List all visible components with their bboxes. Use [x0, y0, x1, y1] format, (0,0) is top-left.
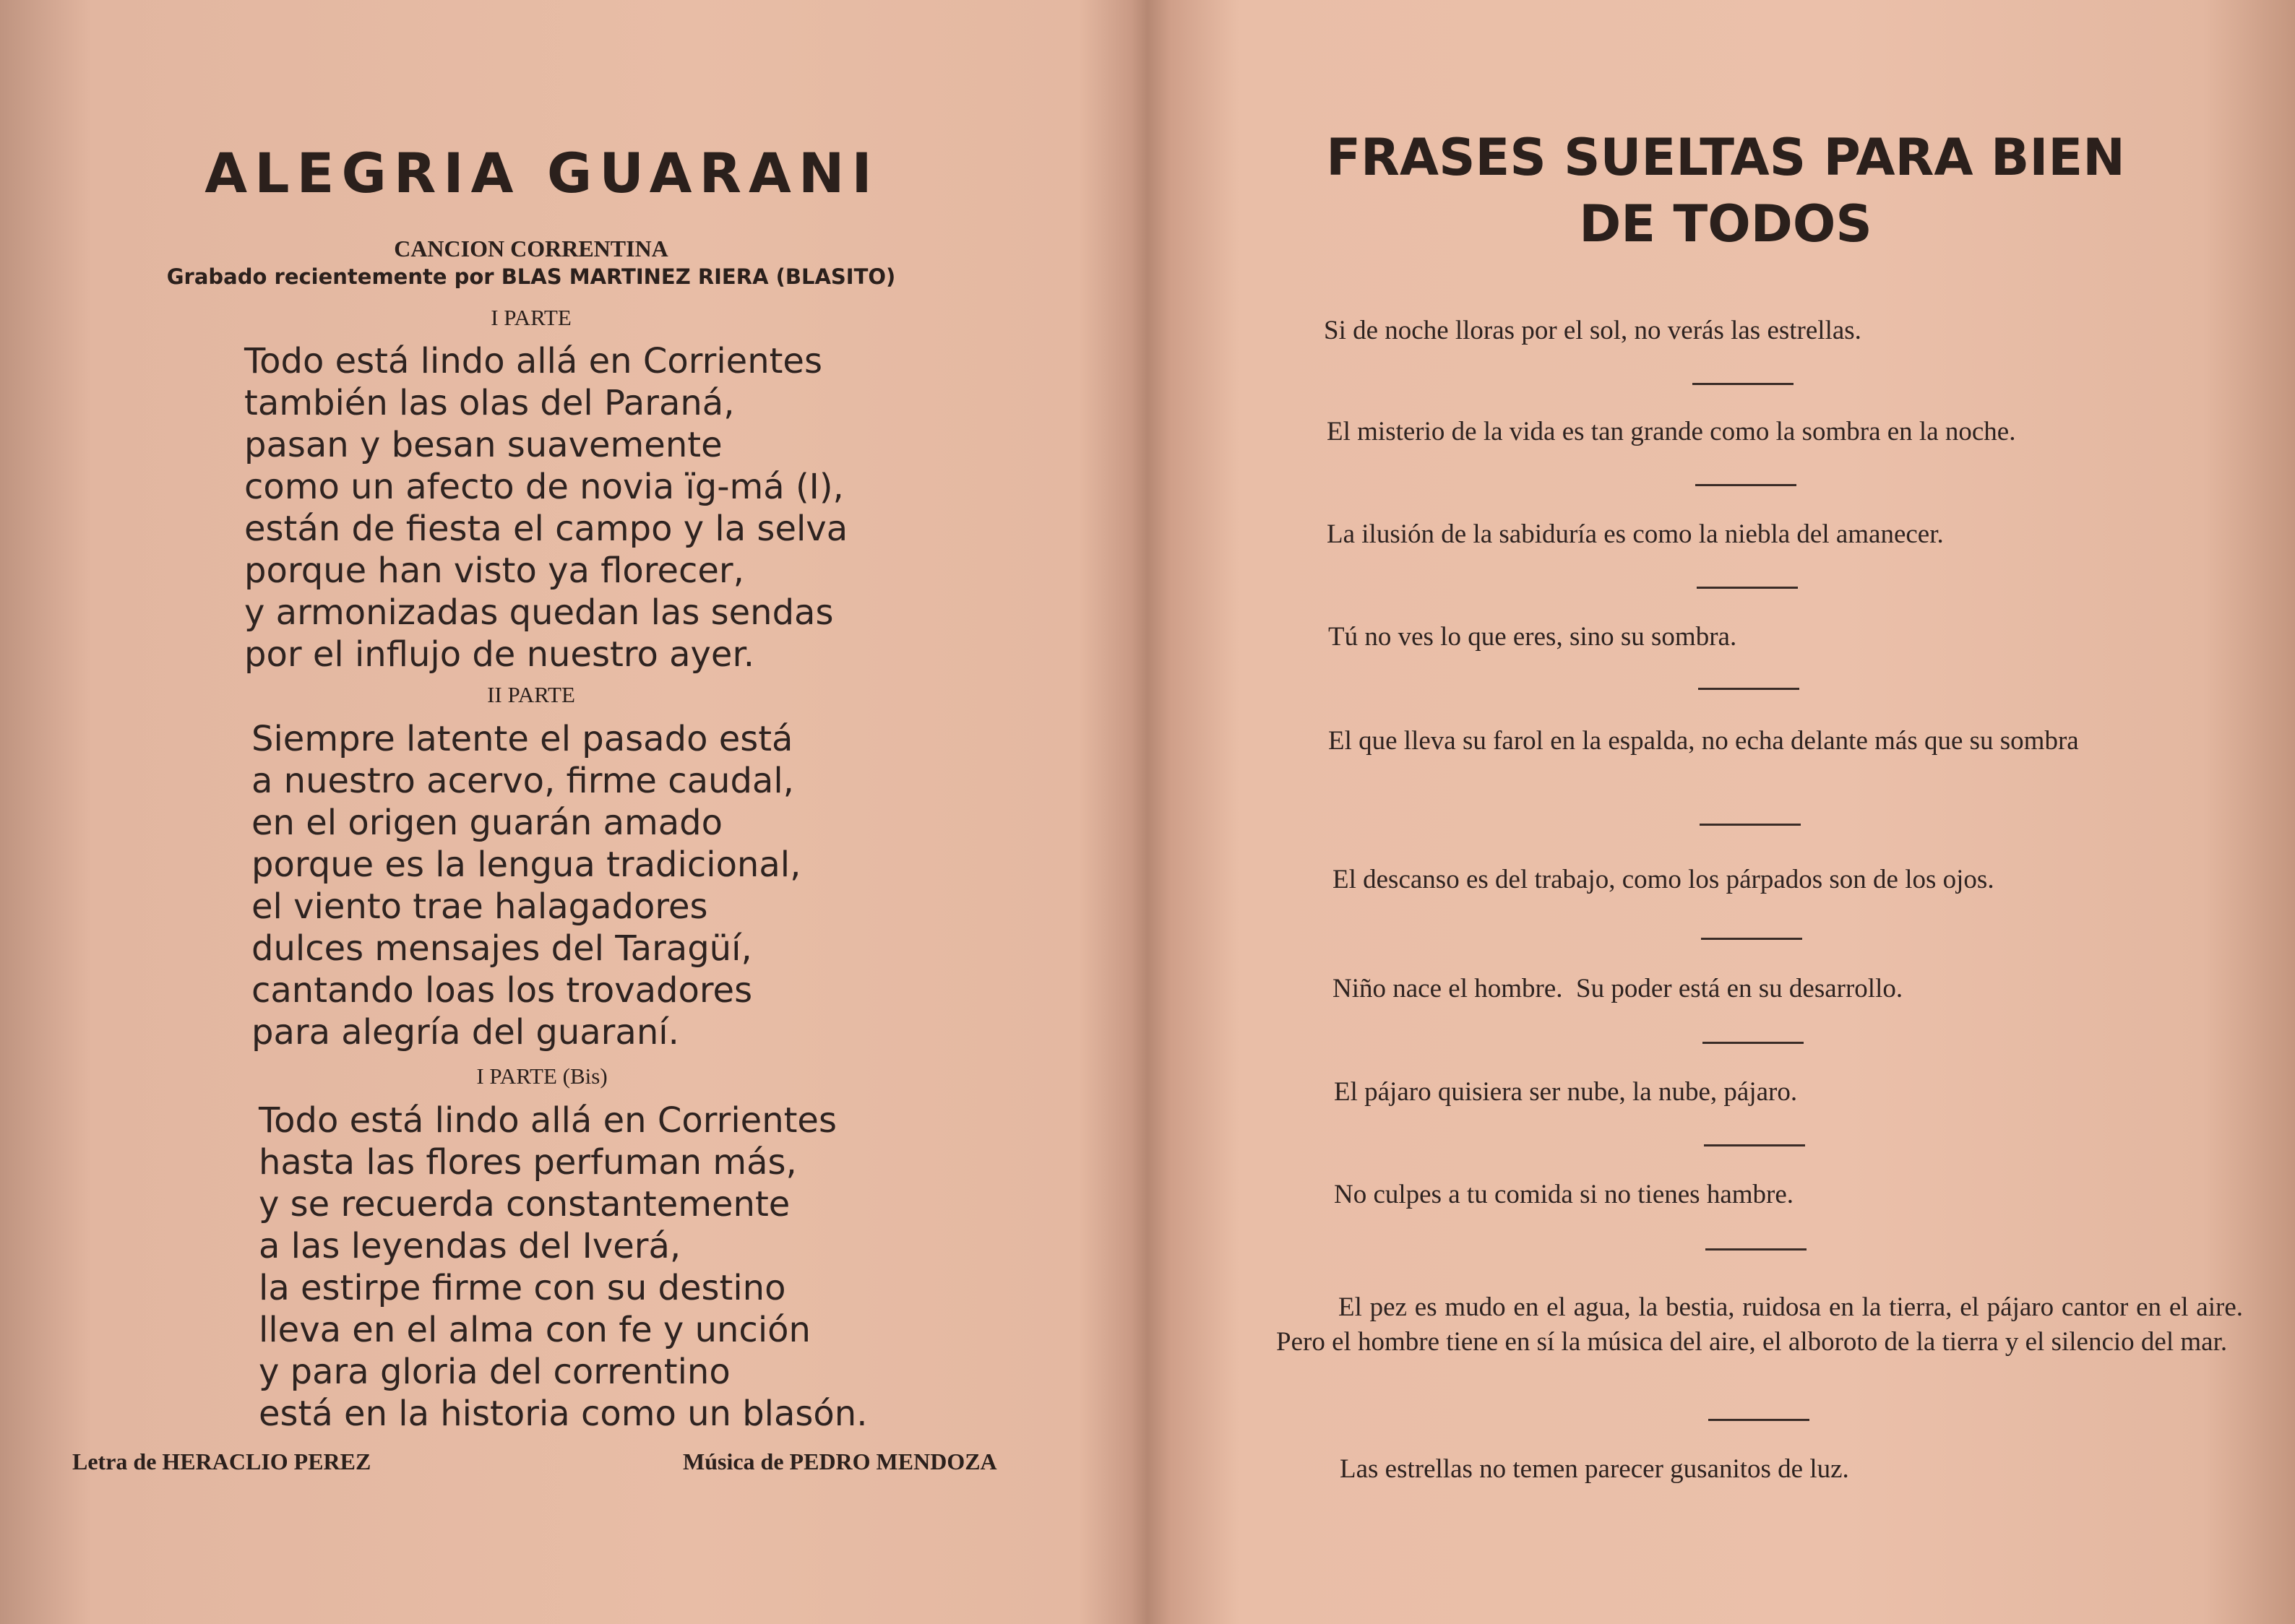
part-heading-3: I PARTE (Bis)	[476, 1063, 608, 1089]
recording-note: Grabado recientemente por BLAS MARTINEZ RIERA (BLASITO)	[166, 264, 896, 289]
lyric-line: y se recuerda constantemente	[259, 1184, 791, 1225]
lyric-line: están de fiesta el campo y la selva	[244, 509, 848, 549]
part-heading-1: I PARTE	[491, 305, 572, 330]
lyric-line: lleva en el alma con fe y unción	[259, 1310, 811, 1350]
lyric-line: hasta las flores perfuman más,	[259, 1142, 797, 1183]
phrase-5: El que lleva su farol en la espalda, no echa delante más que su sombra	[1328, 726, 2079, 756]
separator-rule	[1702, 1042, 1804, 1044]
phrase-3: La ilusión de la sabiduría es como la niebla del amanecer.	[1327, 519, 1944, 549]
stanza-2	[251, 718, 801, 1053]
page-title-line-1: FRASES SUELTAS PARA BIEN	[1326, 128, 2125, 187]
phrase-7: Niño nace el hombre. Su poder está en su desarrollo.	[1332, 974, 1903, 1003]
lyric-line: a nuestro acervo, firme caudal,	[251, 761, 794, 801]
separator-rule	[1698, 688, 1799, 690]
separator-rule	[1692, 383, 1794, 385]
separator-rule	[1701, 938, 1802, 940]
separator-rule	[1700, 824, 1801, 826]
lyric-line: pasan y besan suavemente	[244, 425, 723, 465]
lyric-line: porque es la lengua tradicional,	[251, 845, 801, 885]
phrase-1: Si de noche lloras por el sol, no verás las estrellas.	[1324, 316, 1861, 345]
phrase-8: El pájaro quisiera ser nube, la nube, pájaro.	[1334, 1077, 1798, 1107]
left-page	[0, 0, 1142, 1624]
song-subtitle: CANCION CORRENTINA	[394, 236, 668, 262]
music-credit: Música de PEDRO MENDOZA	[683, 1448, 997, 1474]
lyric-line: dulces mensajes del Taragüí,	[251, 928, 752, 969]
phrase-2: El misterio de la vida es tan grande como la sombra en la noche.	[1327, 417, 2016, 446]
phrase-9: No culpes a tu comida si no tienes hambre.	[1334, 1180, 1794, 1209]
page-title-line-2: DE TODOS	[1579, 194, 1872, 254]
song-title: ALEGRIA GUARANI	[204, 141, 879, 205]
phrase-4: Tú no ves lo que eres, sino su sombra.	[1328, 622, 1737, 652]
part-heading-2: II PARTE	[487, 682, 575, 707]
separator-rule	[1705, 1248, 1807, 1251]
lyric-line: por el influjo de nuestro ayer.	[244, 634, 755, 675]
lyric-line: Todo está lindo allá en Corrientes	[244, 341, 822, 381]
right-page	[1156, 0, 2295, 1624]
phrase-11: Las estrellas no temen parecer gusanitos de luz.	[1340, 1454, 1849, 1484]
stanza-1	[244, 340, 848, 675]
lyric-line: el viento trae halagadores	[251, 886, 708, 927]
phrase-6: El descanso es del trabajo, como los párpados son de los ojos.	[1332, 865, 1994, 894]
lyrics-credit: Letra de HERACLIO PEREZ	[72, 1448, 371, 1474]
phrase-10: El pez es mudo en el agua, la bestia, ruidosa en la tierra, el pájaro cantor en el aire. Pero el hombre tiene en sí la música del aire, el alboroto de la tierra y el silencio del mar.	[1276, 1292, 2243, 1357]
lyric-line: está en la historia como un blasón.	[259, 1394, 868, 1434]
lyric-line: como un afecto de novia ïg-má (I),	[244, 467, 844, 507]
lyric-line: y para gloria del correntino	[259, 1352, 731, 1392]
lyric-line: y armonizadas quedan las sendas	[244, 592, 834, 633]
separator-rule	[1708, 1419, 1809, 1421]
separator-rule	[1697, 587, 1798, 589]
lyric-line: en el origen guarán amado	[251, 803, 723, 843]
lyric-line: para alegría del guaraní.	[251, 1012, 679, 1053]
stanza-3	[259, 1100, 867, 1435]
separator-rule	[1695, 484, 1796, 486]
lyric-line: Todo está lindo allá en Corrientes	[259, 1100, 837, 1141]
page-title	[1156, 124, 2295, 257]
separator-rule	[1704, 1144, 1805, 1146]
lyric-line: la estirpe firme con su destino	[259, 1268, 786, 1308]
lyric-line: a las leyendas del Iverá,	[259, 1226, 681, 1266]
lyric-line: Siempre latente el pasado está	[251, 719, 793, 759]
lyric-line: cantando loas los trovadores	[251, 970, 753, 1011]
lyric-line: también las olas del Paraná,	[244, 383, 735, 423]
lyric-line: porque han visto ya florecer,	[244, 550, 744, 591]
